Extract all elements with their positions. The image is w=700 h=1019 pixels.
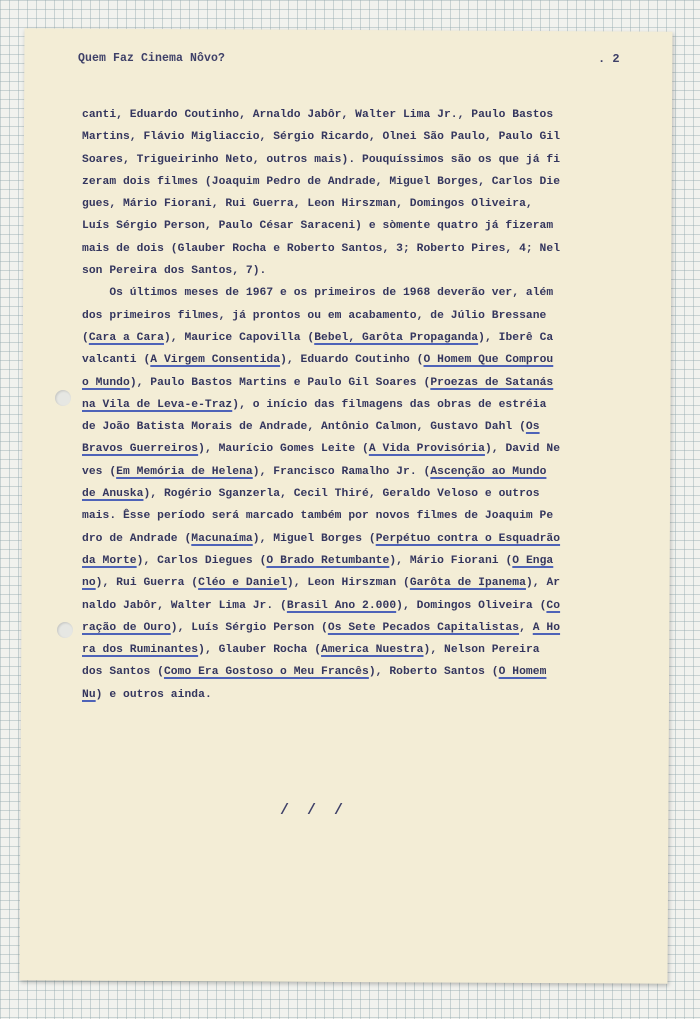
text-segment: ), Luís Sérgio Person (: [170, 621, 328, 634]
text-line: [82, 483, 642, 505]
film-title: no: [82, 577, 96, 590]
film-title: Os: [525, 421, 540, 434]
text-segment: zeram dois filmes (Joaquim Pedro de Andrade, Miguel Borges, Carlos Die: [82, 175, 561, 188]
film-title: O Brado Retumbante: [266, 554, 390, 567]
film-title: Brasil Ano 2.000: [286, 599, 397, 612]
film-title: O Enga: [512, 554, 554, 567]
text-line: [82, 572, 642, 594]
film-title: da Morte: [82, 554, 137, 567]
text-segment: ) e outros ainda.: [95, 688, 212, 701]
text-segment: (: [82, 331, 89, 344]
text-segment: ), Rui Guerra (: [95, 577, 199, 590]
text-segment: ), Glauber Rocha (: [198, 644, 322, 657]
text-line: [82, 684, 642, 706]
text-line: [82, 661, 642, 683]
film-title: O Homem Que Comprou: [423, 354, 554, 367]
film-title: ra dos Ruminantes: [82, 644, 199, 657]
film-title: A Vida Provisória: [368, 443, 485, 456]
text-line: [82, 193, 642, 215]
text-line: [82, 282, 642, 304]
page-number: . 2: [598, 52, 620, 66]
text-segment: ), o início das filmagens das obras de estréia: [232, 398, 547, 411]
film-title: Cléo e Daniel: [198, 577, 287, 590]
film-title: Bebel, Garôta Propaganda: [314, 331, 479, 344]
film-title: na Vila de Leva-e-Traz: [82, 398, 233, 411]
text-line: [82, 438, 642, 460]
text-line: [82, 349, 642, 371]
film-title: Cara a Cara: [88, 331, 164, 344]
text-segment: canti, Eduardo Coutinho, Arnaldo Jabôr, Walter Lima Jr., Paulo Bastos: [82, 109, 554, 121]
film-title: Em Memória de Helena: [116, 465, 253, 478]
text-segment: naldo Jabôr, Walter Lima Jr. (: [82, 599, 287, 612]
text-line: [82, 305, 642, 327]
text-line: [82, 617, 642, 639]
text-segment: ), Nelson Pereira: [423, 644, 540, 657]
text-line: [82, 126, 642, 148]
film-title: America Nuestra: [321, 644, 424, 657]
text-segment: gues, Mário Fiorani, Rui Guerra, Leon Hirszman, Domingos Oliveira,: [82, 198, 533, 211]
text-line: [82, 461, 642, 483]
text-line: [82, 394, 642, 416]
text-segment: ), Iberê Ca: [478, 331, 554, 344]
text-segment: ), Maurício Gomes Leite (: [198, 443, 369, 456]
text-segment: ), Miguel Borges (: [252, 532, 376, 545]
text-segment: mais. Êsse período será marcado também por novos filmes de Joaquim Pe: [82, 510, 554, 523]
text-segment: mais de dois (Glauber Rocha e Roberto Santos, 3; Roberto Pires, 4; Nel: [82, 242, 561, 255]
text-segment: valcanti (: [82, 354, 151, 367]
text-segment: de João Batista Morais de Andrade, Antônio Calmon, Gustavo Dahl (: [82, 421, 526, 434]
text-segment: son Pereira dos Santos, 7).: [82, 265, 267, 278]
text-segment: Soares, Trigueirinho Neto, outros mais). Pouquíssimos são os que já fi: [82, 153, 561, 166]
text-line: [82, 104, 642, 126]
film-title: Como Era Gostoso o Meu Francês: [163, 666, 369, 679]
text-segment: ), Carlos Diegues (: [136, 554, 267, 567]
text-line: [82, 171, 642, 193]
text-segment: ), Francisco Ramalho Jr. (: [252, 465, 431, 478]
text-segment: Luís Sérgio Person, Paulo César Saraceni) e sòmente quatro já fizeram: [82, 220, 554, 233]
punch-hole-top: [55, 390, 71, 406]
film-title: Bravos Guerreiros: [82, 443, 199, 456]
text-line: [82, 595, 642, 617]
end-mark: / / /: [280, 802, 344, 819]
text-line: [82, 260, 642, 282]
film-title: Macunaíma: [191, 532, 253, 545]
film-title: Perpétuo contra o Esquadrão: [375, 532, 561, 545]
film-title: O Homem: [498, 666, 547, 679]
text-segment: Martins, Flávio Migliaccio, Sérgio Ricardo, Olnei São Paulo, Paulo Gil: [82, 131, 561, 144]
film-title: A Ho: [532, 621, 561, 634]
text-line: [82, 528, 642, 550]
text-segment: ), Mário Fiorani (: [389, 554, 513, 567]
text-segment: ), Roberto Santos (: [368, 666, 499, 679]
punch-hole-bottom: [57, 622, 73, 638]
text-segment: Os últimos meses de 1967 e os primeiros de 1968 deverão ver, além: [82, 287, 554, 300]
text-line: [82, 416, 642, 438]
text-line: [82, 149, 642, 171]
film-title: Ascenção ao Mundo: [430, 465, 547, 478]
film-title: Garôta de Ipanema: [409, 577, 526, 590]
text-segment: dro de Andrade (: [82, 532, 192, 545]
text-segment: ), Domingos Oliveira (: [396, 599, 547, 612]
text-segment: ), Eduardo Coutinho (: [280, 354, 424, 367]
text-segment: ,: [519, 621, 533, 634]
text-segment: ), Paulo Bastos Martins e Paulo Gil Soares (: [129, 376, 431, 389]
body-text: [82, 104, 642, 706]
text-line: [82, 372, 642, 394]
film-title: ração de Ouro: [82, 621, 171, 634]
text-segment: ), Ar: [525, 577, 561, 590]
text-segment: dos primeiros filmes, já prontos ou em acabamento, de Júlio Bressane: [82, 309, 547, 322]
text-segment: dos Santos (: [82, 666, 164, 679]
text-line: [82, 215, 642, 237]
film-title: A Virgem Consentida: [150, 354, 281, 367]
film-title: o Mundo: [82, 376, 130, 389]
film-title: de Anuska: [82, 488, 144, 501]
film-title: Co: [546, 599, 561, 612]
text-segment: ), Maurice Capovilla (: [163, 331, 315, 344]
text-segment: ), Rogério Sganzerla, Cecil Thiré, Geraldo Veloso e outros: [143, 488, 540, 501]
text-line: [82, 550, 642, 572]
text-line: [82, 505, 642, 527]
film-title: Nu: [82, 688, 96, 701]
text-segment: ), Leon Hirszman (: [286, 577, 410, 590]
film-title: Os Sete Pecados Capitalistas: [327, 621, 520, 634]
page-title: Quem Faz Cinema Nôvo?: [78, 52, 226, 65]
text-line: [82, 639, 642, 661]
text-line: [82, 327, 642, 349]
film-title: Proezas de Satanás: [430, 376, 554, 389]
text-segment: ves (: [82, 465, 117, 478]
text-line: [82, 238, 642, 260]
text-segment: ), David Ne: [484, 443, 561, 456]
